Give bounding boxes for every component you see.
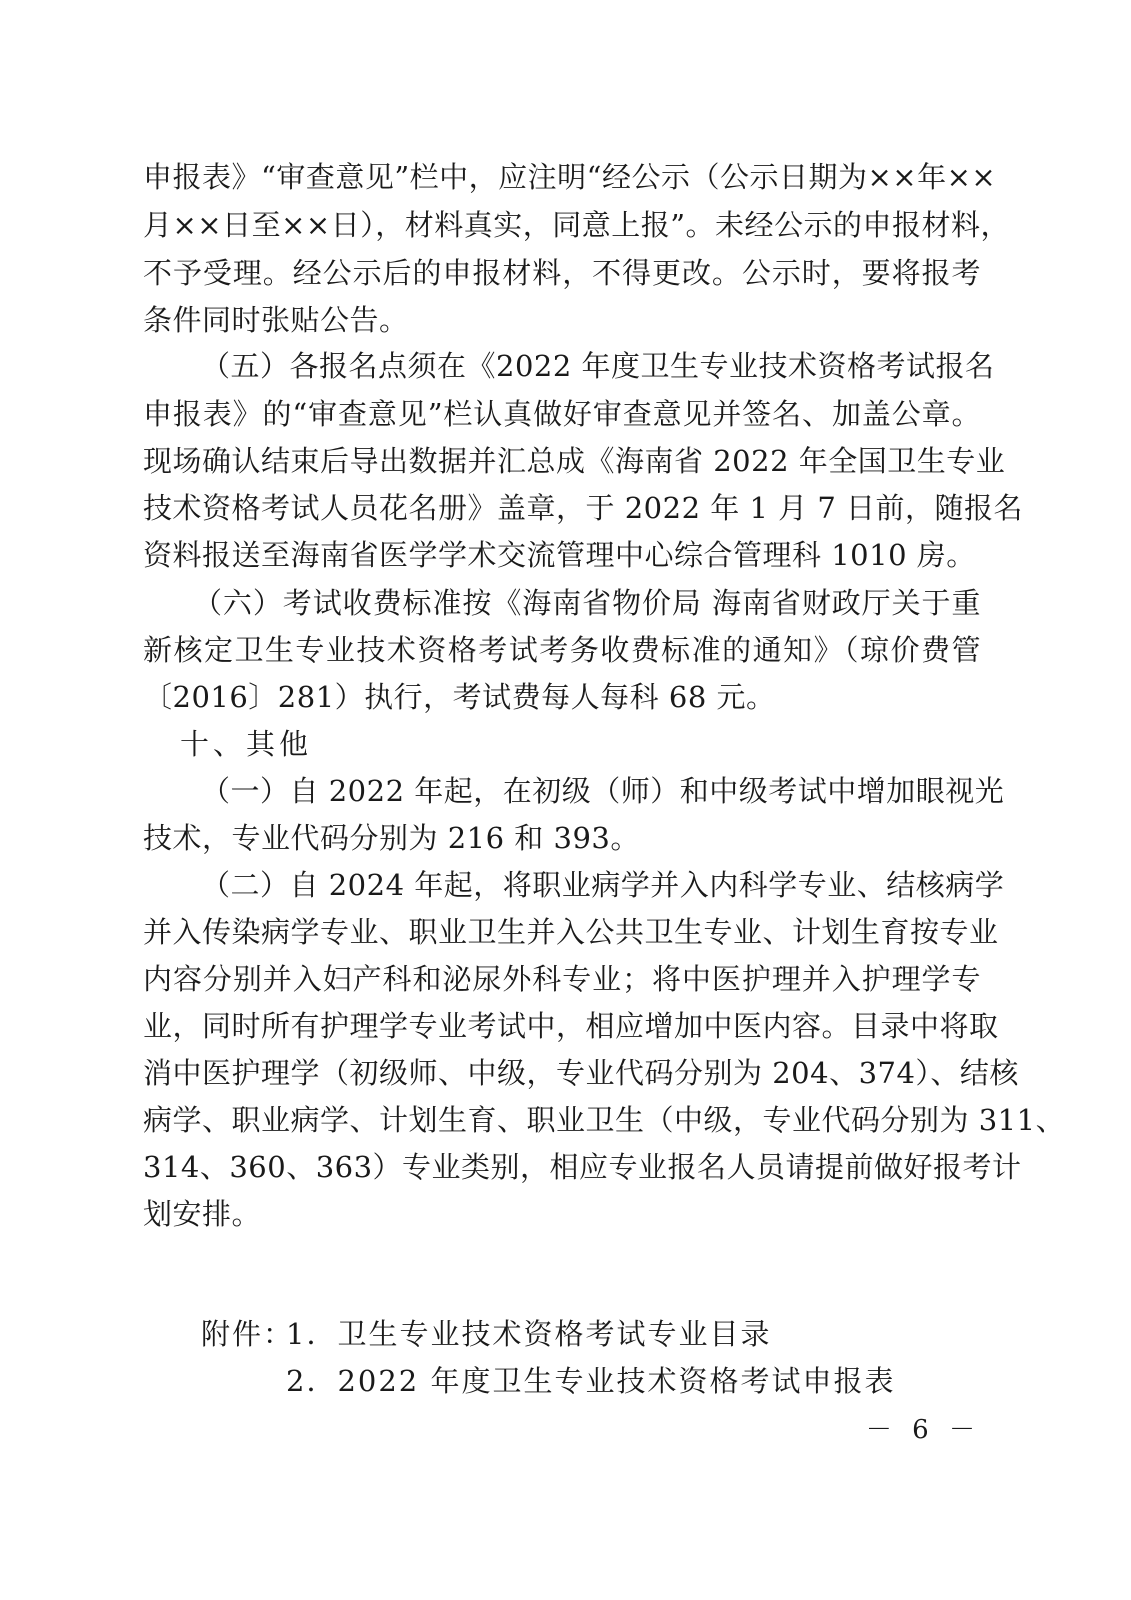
body-line: 并入传染病学专业、职业卫生并入公共卫生专业、计划生育按专业: [143, 915, 999, 949]
body-line: 申报表》“审查意见”栏中，应注明“经公示（公示日期为××年××: [143, 160, 997, 194]
body-line: 〔2016〕281）执行，考试费每人每科 68 元。: [143, 680, 776, 714]
body-line: 资料报送至海南省医学学术交流管理中心综合管理科 1010 房。: [143, 538, 976, 572]
body-line: 新核定卫生专业技术资格考试考务收费标准的通知》（琼价费管: [143, 633, 981, 667]
attachment-item-1: 1．卫生专业技术资格考试专业目录: [286, 1317, 772, 1351]
body-line: 月××日至××日），材料真实，同意上报”。未经公示的申报材料，: [143, 208, 1011, 242]
body-line: 病学、职业病学、计划生育、职业卫生（中级，专业代码分别为 311、: [143, 1103, 1066, 1137]
body-line: （六）考试收费标准按《海南省物价局 海南省财政厅关于重: [193, 586, 981, 620]
body-line: 划安排。: [143, 1197, 262, 1231]
body-line: 不予受理。经公示后的申报材料，不得更改。公示时，要将报考: [143, 256, 981, 290]
body-line: 内容分别并入妇产科和泌尿外科专业；将中医护理并入护理学专: [143, 962, 981, 996]
page-number: － 6 －: [865, 1415, 981, 1445]
body-line: 申报表》的“审查意见”栏认真做好审查意见并签名、加盖公章。: [143, 397, 981, 431]
section-heading: 十、其他: [180, 727, 313, 761]
attachments-label: 附件：: [201, 1317, 295, 1351]
body-line: 条件同时张贴公告。: [143, 303, 409, 337]
body-line: （一）自 2022 年起，在初级（师）和中级考试中增加眼视光: [201, 774, 1005, 808]
body-line: 现场确认结束后导出数据并汇总成《海南省 2022 年全国卫生专业: [143, 444, 1006, 478]
body-line: （二）自 2024 年起，将职业病学并入内科学专业、结核病学: [201, 868, 1005, 902]
body-line: （五）各报名点须在《2022 年度卫生专业技术资格考试报名: [201, 349, 995, 383]
body-line: 消中医护理学（初级师、中级，专业代码分别为 204、374）、结核: [143, 1056, 1019, 1090]
body-line: 技术，专业代码分别为 216 和 393。: [143, 821, 640, 855]
body-line: 314、360、363）专业类别，相应专业报名人员请提前做好报考计: [143, 1150, 1022, 1184]
body-line: 业，同时所有护理学专业考试中，相应增加中医内容。目录中将取: [143, 1009, 999, 1043]
attachment-item-2: 2．2022 年度卫生专业技术资格考试申报表: [286, 1364, 896, 1398]
body-line: 技术资格考试人员花名册》盖章，于 2022 年 1 月 7 日前，随报名: [143, 491, 1024, 525]
